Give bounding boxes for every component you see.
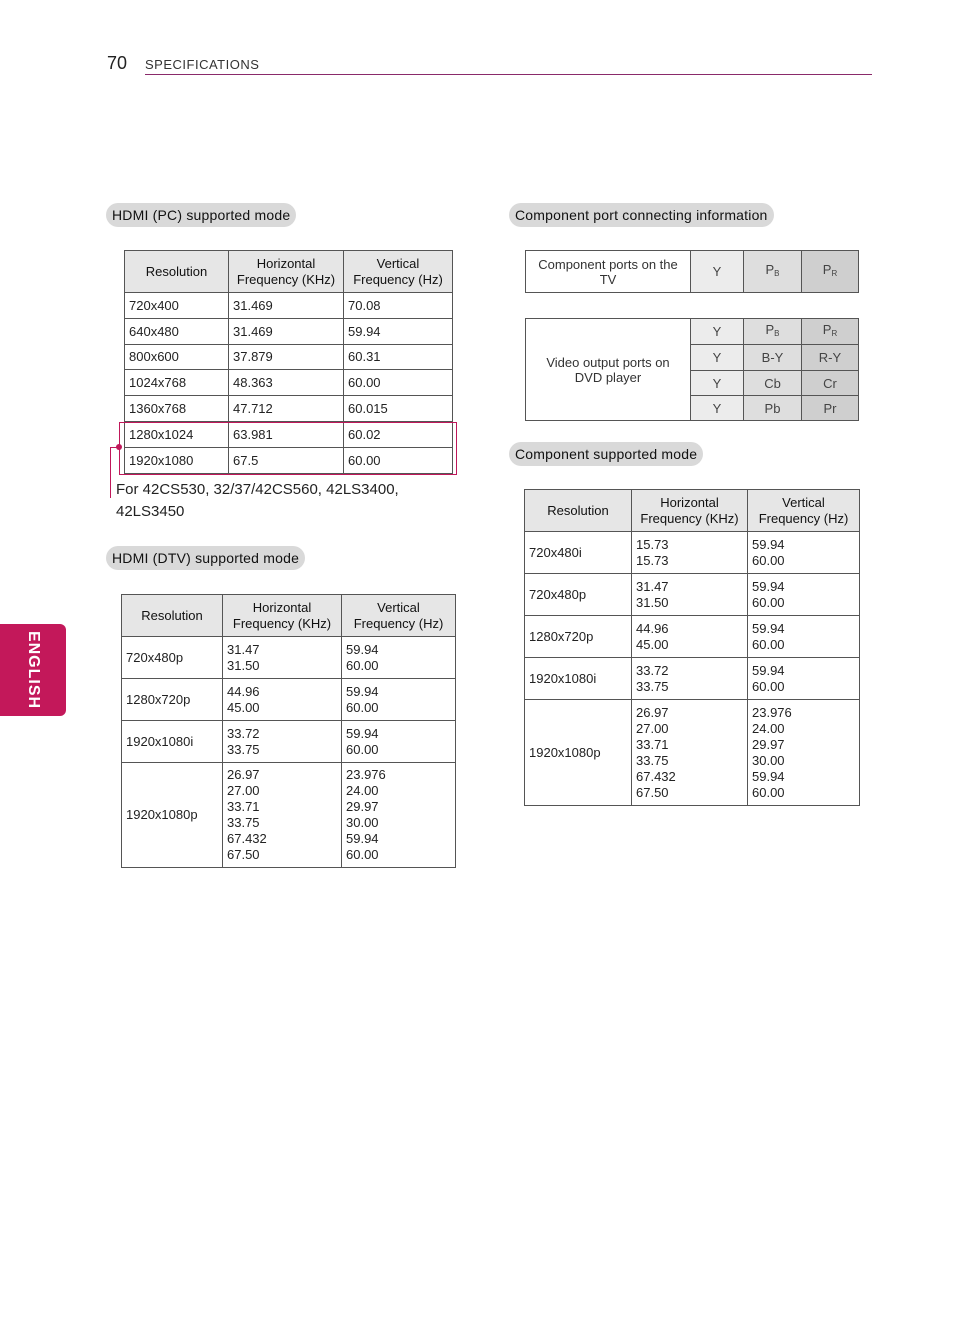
language-tab-label: ENGLISH — [25, 630, 42, 710]
table-cell: 31.47 31.50 — [223, 637, 342, 679]
table-cell: 70.08 — [344, 293, 453, 319]
table-cell: 15.73 15.73 — [632, 532, 748, 574]
port-cell: Y — [691, 396, 744, 421]
table-cell: 1280x1024 — [125, 422, 229, 448]
table-cell: 44.96 45.00 — [632, 616, 748, 658]
table-cell: 67.5 — [229, 448, 344, 474]
table-cell: 1920x1080 — [125, 448, 229, 474]
table-row — [125, 370, 453, 396]
table-cell: 1280x720p — [122, 679, 223, 721]
port-cell: Y — [691, 319, 744, 345]
table-cell: 720x480p — [122, 637, 223, 679]
port-cell: Y — [691, 371, 744, 396]
column-header: Vertical Frequency (Hz) — [342, 595, 456, 637]
table-row — [122, 721, 456, 763]
port-cell: $P_B$ — [744, 251, 802, 293]
table-cell: 44.96 45.00 — [223, 679, 342, 721]
language-tab — [0, 624, 66, 716]
table-cell: 31.469 — [229, 293, 344, 319]
highlight-box — [119, 422, 457, 475]
table-cell: 48.363 — [229, 370, 344, 396]
column-header: Horizontal Frequency (KHz) — [229, 251, 344, 293]
table-cell: 33.72 33.75 — [223, 721, 342, 763]
port-cell: Cb — [744, 371, 802, 396]
port-cell: B-Y — [744, 345, 802, 371]
port-cell: Pb — [744, 396, 802, 421]
table-cell: 720x480p — [525, 574, 632, 616]
table-cell: 1920x1080i — [122, 721, 223, 763]
table-cell: 31.469 — [229, 319, 344, 345]
table-cell: 26.97 27.00 33.71 33.75 67.432 67.50 — [223, 763, 342, 868]
port-cell: $P_R$ — [802, 251, 859, 293]
table-row — [525, 532, 860, 574]
column-header: Horizontal Frequency (KHz) — [223, 595, 342, 637]
table-cell: 1024x768 — [125, 370, 229, 396]
table-row — [125, 293, 453, 319]
table-cell: 59.94 60.00 — [342, 679, 456, 721]
table-cell: 23.976 24.00 29.97 30.00 59.94 60.00 — [342, 763, 456, 868]
table-cell: 26.97 27.00 33.71 33.75 67.432 67.50 — [632, 700, 748, 806]
table-row — [525, 616, 860, 658]
component-mode-table — [524, 489, 860, 806]
table-cell: 1920x1080p — [525, 700, 632, 806]
hdmi-pc-heading: HDMI (PC) supported mode — [106, 203, 296, 227]
table-cell: 59.94 60.00 — [748, 532, 860, 574]
port-cell: $P_R$ — [802, 319, 859, 345]
section-title: SPECIFICATIONS — [145, 57, 260, 72]
table-cell: 800x600 — [125, 345, 229, 370]
column-header: Vertical Frequency (Hz) — [748, 490, 860, 532]
table-row — [125, 345, 453, 370]
highlight-connector — [110, 448, 111, 498]
tv-ports-table — [525, 250, 859, 293]
table-cell: 59.94 60.00 — [342, 721, 456, 763]
table-cell: 1920x1080p — [122, 763, 223, 868]
column-header: Horizontal Frequency (KHz) — [632, 490, 748, 532]
hdmi-dtv-heading: HDMI (DTV) supported mode — [106, 546, 305, 570]
table-cell: 60.00 — [344, 448, 453, 474]
component-mode-heading: Component supported mode — [509, 442, 703, 466]
table-cell: 23.976 24.00 29.97 30.00 59.94 60.00 — [748, 700, 860, 806]
component-info-heading: Component port connecting information — [509, 203, 774, 227]
table-row — [125, 396, 453, 422]
header-rule — [145, 74, 872, 75]
dvd-ports-label: Video output ports on DVD player — [526, 319, 691, 421]
table-cell: 59.94 — [344, 319, 453, 345]
port-cell: Y — [691, 251, 744, 293]
table-cell: 60.00 — [344, 370, 453, 396]
table-cell: 47.712 — [229, 396, 344, 422]
table-cell: 1920x1080i — [525, 658, 632, 700]
table-cell: 63.981 — [229, 422, 344, 448]
table-row — [525, 574, 860, 616]
model-note: For 42CS530, 32/37/42CS560, 42LS3400, 42LS3450 — [116, 481, 399, 520]
highlight-dot — [116, 444, 122, 450]
column-header: Resolution — [122, 595, 223, 637]
port-cell: $P_B$ — [744, 319, 802, 345]
table-cell: 1360x768 — [125, 396, 229, 422]
table-cell: 640x480 — [125, 319, 229, 345]
column-header: Vertical Frequency (Hz) — [344, 251, 453, 293]
port-cell: R-Y — [802, 345, 859, 371]
table-row — [125, 319, 453, 345]
table-cell: 59.94 60.00 — [342, 637, 456, 679]
port-cell: Pr — [802, 396, 859, 421]
dvd-ports-table — [525, 318, 859, 421]
port-cell: Cr — [802, 371, 859, 396]
table-row — [122, 763, 456, 868]
table-cell: 59.94 60.00 — [748, 658, 860, 700]
table-row — [525, 700, 860, 806]
table-cell: 720x400 — [125, 293, 229, 319]
column-header: Resolution — [525, 490, 632, 532]
table-cell: 59.94 60.00 — [748, 616, 860, 658]
table-row — [122, 637, 456, 679]
table-row — [122, 679, 456, 721]
table-cell: 59.94 60.00 — [748, 574, 860, 616]
table-cell: 31.47 31.50 — [632, 574, 748, 616]
page-number: 70 — [107, 53, 128, 73]
table-cell: 60.02 — [344, 422, 453, 448]
table-cell: 33.72 33.75 — [632, 658, 748, 700]
port-cell: Y — [691, 345, 744, 371]
table-cell: 720x480i — [525, 532, 632, 574]
table-cell: 60.015 — [344, 396, 453, 422]
tv-ports-label: Component ports on the TV — [526, 251, 691, 293]
table-cell: 37.879 — [229, 345, 344, 370]
table-row — [525, 658, 860, 700]
hdmi-dtv-table — [121, 594, 456, 868]
column-header: Resolution — [125, 251, 229, 293]
table-cell: 60.31 — [344, 345, 453, 370]
table-cell: 1280x720p — [525, 616, 632, 658]
